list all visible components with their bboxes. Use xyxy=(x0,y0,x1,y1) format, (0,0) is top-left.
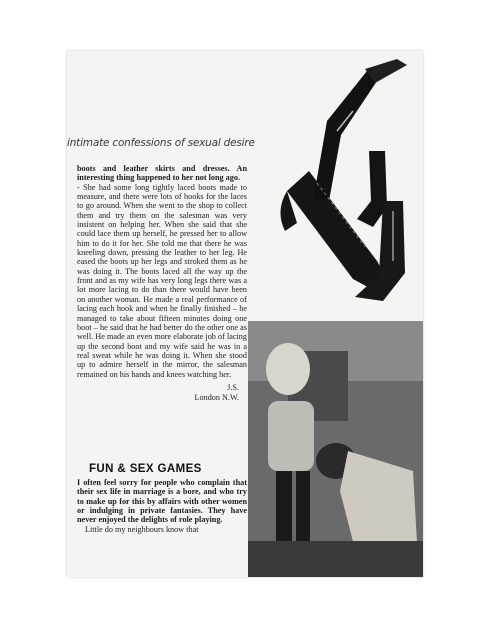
letter-lead: boots and leather skirts and dresses. An interesting thing happened to her not long ago. xyxy=(77,164,247,183)
magazine-page xyxy=(67,51,423,577)
section-column xyxy=(77,478,247,534)
signature-place: London N.W. xyxy=(194,392,239,402)
signature-initials: J.S. xyxy=(227,382,239,392)
letter-column xyxy=(77,164,247,403)
letter-body: - She had some long tightly laced boots made to measure, and there were lots of hooks for the laces to go around. When she went to the shop to collect them and try them on the salesman was very insistent on helping her. When she said that she could lace them up herself, he pressed her to allow him to do it for her. She told me that there he was kneeling down, pressing the leather to her leg. He eased the boots up her legs and stroked them as he was doing it. The boots laced all the way up the front and as my wife has very long legs there was a lot more lacing to do than there would have been on another woman. He made a real performance of lacing each hook and when he finally finished – he managed to take about fifteen minutes doing one boot – he said that he had better do the other one as well. He made an even more elaborate job of lacing up the second boot and my wife said he was in a real sweat while he was doing it. When she stood up to admire herself in the mirror, the salesman remained on his hands and knees watching her. xyxy=(77,182,247,379)
section-body-text: Little do my neighbours know that xyxy=(85,524,199,534)
page-heading: intimate confessions of sexual desire xyxy=(67,137,255,149)
couple-photo xyxy=(248,321,423,577)
letter-signature xyxy=(77,383,247,403)
boots-photo xyxy=(257,51,423,313)
section-lead: I often feel sorry for people who complain that their sex life in marriage is a bore, and who try to make up for this by affairs with other women or indulging in private fantasies. They have never enjoyed the delights of role playing. xyxy=(77,478,247,525)
section-title: FUN & SEX GAMES xyxy=(89,463,202,475)
